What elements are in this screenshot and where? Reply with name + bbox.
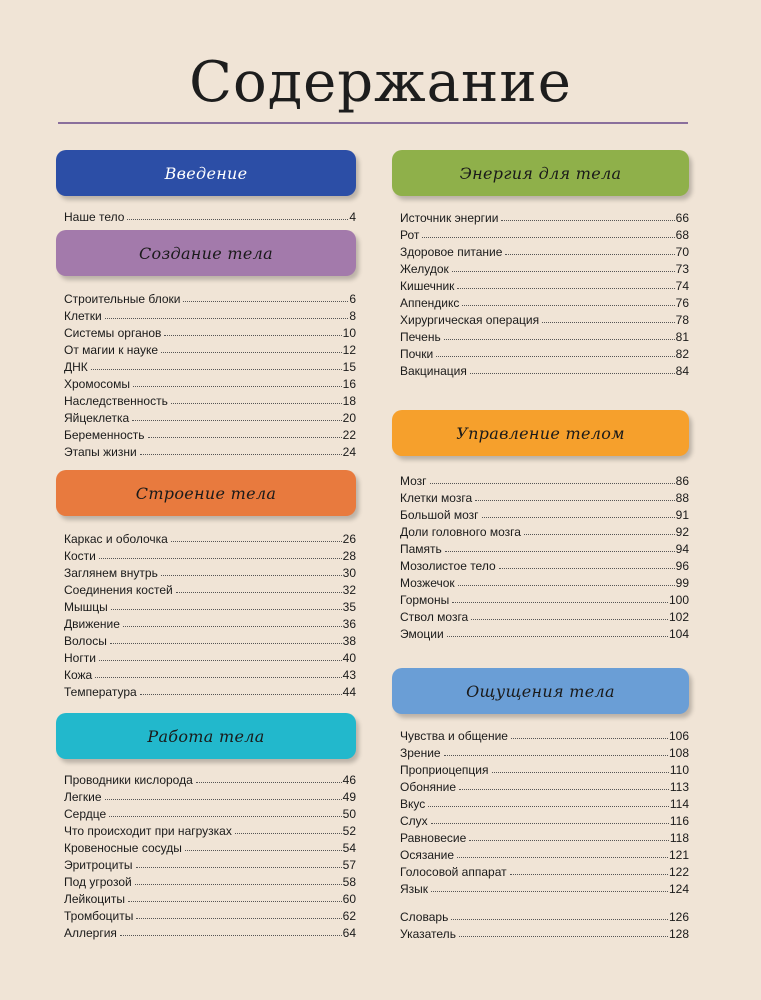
page-number: 82 — [675, 347, 689, 361]
entry-title: Кровеносные сосуды — [64, 841, 182, 855]
page-number: 58 — [342, 875, 356, 889]
page-number: 49 — [342, 790, 356, 804]
entry-title: Большой мозг — [400, 508, 479, 522]
dot-leader — [451, 919, 668, 920]
toc-entry[interactable] — [64, 357, 356, 374]
dot-leader — [171, 403, 342, 404]
toc-list — [392, 208, 689, 378]
page-number: 81 — [675, 330, 689, 344]
dot-leader — [445, 551, 675, 552]
page-number: 28 — [342, 549, 356, 563]
entry-title: Сердце — [64, 807, 107, 821]
page-number: 30 — [342, 566, 356, 580]
section-banner[interactable]: Введение — [56, 150, 356, 196]
entry-title: Хромосомы — [64, 377, 130, 391]
toc-entry[interactable] — [400, 828, 689, 845]
toc-entry[interactable] — [400, 811, 689, 828]
toc-entry[interactable] — [400, 344, 689, 361]
toc-list — [56, 529, 356, 699]
page-number: 116 — [669, 814, 689, 828]
entry-title: Эмоции — [400, 627, 444, 641]
toc-entry[interactable] — [400, 760, 689, 777]
dot-leader — [99, 660, 342, 661]
toc-entry[interactable] — [64, 906, 356, 923]
entry-title: Наше тело — [64, 210, 125, 224]
page-number: 114 — [669, 797, 689, 811]
page-number: 118 — [669, 831, 689, 845]
toc-entry[interactable] — [64, 340, 356, 357]
page-number: 64 — [342, 926, 356, 940]
entry-title: Указатель — [400, 927, 456, 941]
toc-section — [56, 230, 356, 276]
toc-entry[interactable] — [400, 225, 689, 242]
toc-entry[interactable] — [64, 821, 356, 838]
page-number: 84 — [675, 364, 689, 378]
toc-entry[interactable] — [400, 590, 689, 607]
page-number: 91 — [675, 508, 689, 522]
dot-leader — [430, 483, 675, 484]
toc-entry[interactable] — [64, 682, 356, 699]
page-number: 76 — [675, 296, 689, 310]
dot-leader — [140, 454, 342, 455]
toc-section — [56, 470, 356, 516]
page-number: 43 — [342, 668, 356, 682]
dot-leader — [444, 755, 668, 756]
entry-title: Мозг — [400, 474, 427, 488]
toc-list — [56, 770, 356, 940]
entry-title: Движение — [64, 617, 120, 631]
entry-title: Мышцы — [64, 600, 108, 614]
dot-leader — [99, 558, 342, 559]
page-number: 99 — [675, 576, 689, 590]
toc-entry[interactable] — [400, 794, 689, 811]
entry-title: Здоровое питание — [400, 245, 503, 259]
entry-title: Вакцинация — [400, 364, 467, 378]
page-number: 38 — [342, 634, 356, 648]
entry-title: Под угрозой — [64, 875, 132, 889]
page-number: 62 — [342, 909, 356, 923]
dot-leader — [111, 609, 342, 610]
toc-entry[interactable] — [400, 879, 689, 896]
entry-title: Тромбоциты — [64, 909, 134, 923]
toc-entry[interactable] — [64, 529, 356, 546]
dot-leader — [428, 806, 669, 807]
page-number: 100 — [668, 593, 689, 607]
entry-title: Желудок — [400, 262, 449, 276]
dot-leader — [431, 823, 669, 824]
entry-title: От магии к науке — [64, 343, 159, 357]
toc-entry[interactable] — [64, 580, 356, 597]
dot-leader — [436, 356, 674, 357]
page-number: 6 — [349, 292, 356, 306]
toc-section — [392, 410, 689, 456]
page-number: 74 — [675, 279, 689, 293]
dot-leader — [140, 694, 342, 695]
page-number: 110 — [669, 763, 689, 777]
section-banner[interactable]: Ощущения тела — [392, 668, 689, 714]
toc-list — [392, 726, 689, 941]
toc-entry[interactable] — [64, 838, 356, 855]
entry-title: Рот — [400, 228, 420, 242]
dot-leader — [459, 936, 668, 937]
toc-entry[interactable] — [400, 539, 689, 556]
page-number: 57 — [342, 858, 356, 872]
page-number: 36 — [342, 617, 356, 631]
dot-leader — [505, 254, 674, 255]
page-number: 22 — [342, 428, 356, 442]
dot-leader — [524, 534, 675, 535]
entry-title: Соединения костей — [64, 583, 173, 597]
toc-section — [56, 713, 356, 759]
toc-entry[interactable] — [64, 770, 356, 787]
page-number: 60 — [342, 892, 356, 906]
page-number: 108 — [668, 746, 689, 760]
section-banner[interactable]: Управление телом — [392, 410, 689, 456]
entry-title: Хирургическая операция — [400, 313, 540, 327]
dot-leader — [123, 626, 342, 627]
toc-entry[interactable] — [64, 855, 356, 872]
dot-leader — [136, 918, 341, 919]
toc-entry[interactable] — [64, 597, 356, 614]
toc-entry[interactable] — [400, 556, 689, 573]
entry-title: Яйцеклетка — [64, 411, 130, 425]
entry-title: Язык — [400, 882, 429, 896]
toc-entry[interactable] — [400, 208, 689, 225]
dot-leader — [499, 568, 675, 569]
entry-title: Гормоны — [400, 593, 450, 607]
toc-entry[interactable] — [64, 306, 356, 323]
section-banner[interactable]: Создание тела — [56, 230, 356, 276]
entry-title: Кости — [64, 549, 96, 563]
dot-leader — [235, 833, 342, 834]
dot-leader — [128, 901, 342, 902]
toc-entry[interactable] — [400, 845, 689, 862]
toc-entry[interactable] — [400, 743, 689, 760]
page-number: 113 — [669, 780, 689, 794]
toc-entry[interactable] — [400, 777, 689, 794]
dot-leader — [447, 636, 668, 637]
entry-title: Аллергия — [64, 926, 117, 940]
entry-title: Голосовой аппарат — [400, 865, 507, 879]
entry-title: Ствол мозга — [400, 610, 469, 624]
dot-leader — [105, 799, 342, 800]
page-number: 86 — [675, 474, 689, 488]
page-number: 88 — [675, 491, 689, 505]
toc-entry[interactable] — [64, 804, 356, 821]
dot-leader — [511, 738, 668, 739]
page-number: 124 — [668, 882, 689, 896]
dot-leader — [110, 643, 342, 644]
page-number: 10 — [342, 326, 356, 340]
dot-leader — [452, 271, 675, 272]
dot-leader — [422, 237, 674, 238]
toc-entry[interactable] — [64, 872, 356, 889]
toc-entry[interactable] — [64, 665, 356, 682]
page-number: 94 — [675, 542, 689, 556]
page-number: 20 — [342, 411, 356, 425]
entry-title: Доли головного мозга — [400, 525, 521, 539]
dot-leader — [469, 840, 669, 841]
dot-leader — [492, 772, 669, 773]
entry-title: Мозолистое тело — [400, 559, 496, 573]
entry-title: Беременность — [64, 428, 145, 442]
toc-entry[interactable] — [400, 607, 689, 624]
dot-leader — [196, 782, 342, 783]
entry-title: Вкус — [400, 797, 426, 811]
entry-title: ДНК — [64, 360, 88, 374]
entry-title: Осязание — [400, 848, 455, 862]
page-number: 16 — [342, 377, 356, 391]
dot-leader — [457, 857, 668, 858]
entry-title: Наследственность — [64, 394, 168, 408]
page-title: Содержание — [189, 50, 572, 115]
toc-entry[interactable] — [64, 614, 356, 631]
toc-entry[interactable] — [64, 425, 356, 442]
dot-leader — [176, 592, 342, 593]
entry-title: Источник энергии — [400, 211, 499, 225]
toc-entry[interactable] — [64, 563, 356, 580]
dot-leader — [127, 219, 348, 220]
dot-leader — [161, 352, 342, 353]
entry-title: Печень — [400, 330, 441, 344]
dot-leader — [164, 335, 341, 336]
dot-leader — [135, 884, 342, 885]
toc-entry[interactable] — [400, 522, 689, 539]
entry-title: Кишечник — [400, 279, 455, 293]
dot-leader — [105, 318, 349, 319]
page-number: 44 — [342, 685, 356, 699]
dot-leader — [136, 867, 342, 868]
dot-leader — [482, 517, 675, 518]
page-number: 70 — [675, 245, 689, 259]
page-number: 54 — [342, 841, 356, 855]
entry-title: Зрение — [400, 746, 441, 760]
toc-entry[interactable] — [400, 505, 689, 522]
toc-entry[interactable] — [64, 391, 356, 408]
title-divider — [58, 122, 688, 124]
dot-leader — [132, 420, 342, 421]
dot-leader — [431, 891, 668, 892]
toc-section — [392, 150, 689, 196]
dot-leader — [171, 541, 342, 542]
dot-leader — [161, 575, 342, 576]
page-number: 8 — [349, 309, 356, 323]
page-number: 92 — [675, 525, 689, 539]
toc-entry[interactable] — [64, 207, 356, 224]
page-number: 68 — [675, 228, 689, 242]
page-number: 122 — [668, 865, 689, 879]
toc-section — [56, 150, 356, 196]
dot-leader — [185, 850, 342, 851]
toc-entry[interactable] — [400, 624, 689, 641]
page-number: 12 — [342, 343, 356, 357]
entry-title: Заглянем внутрь — [64, 566, 158, 580]
entry-title: Температура — [64, 685, 137, 699]
entry-title: Проводники кислорода — [64, 773, 193, 787]
entry-title: Словарь — [400, 910, 449, 924]
entry-title: Этапы жизни — [64, 445, 137, 459]
toc-entry[interactable] — [400, 242, 689, 259]
toc-entry[interactable] — [400, 924, 689, 941]
page-number: 32 — [342, 583, 356, 597]
toc-entry[interactable] — [400, 327, 689, 344]
page-number: 50 — [342, 807, 356, 821]
page-number: 78 — [675, 313, 689, 327]
dot-leader — [459, 789, 669, 790]
page-number: 66 — [675, 211, 689, 225]
entry-title: Чувства и общение — [400, 729, 508, 743]
entry-title: Слух — [400, 814, 428, 828]
entry-title: Лейкоциты — [64, 892, 126, 906]
toc-entry[interactable] — [400, 907, 689, 924]
toc-entry[interactable] — [400, 293, 689, 310]
toc-entry[interactable] — [64, 648, 356, 665]
dot-leader — [510, 874, 668, 875]
toc-list — [392, 471, 689, 641]
entry-title: Что происходит при нагрузках — [64, 824, 232, 838]
entry-title: Системы органов — [64, 326, 162, 340]
page-number: 106 — [668, 729, 689, 743]
toc-entry[interactable] — [64, 374, 356, 391]
dot-leader — [457, 288, 674, 289]
section-banner[interactable]: Энергия для тела — [392, 150, 689, 196]
page-number: 126 — [668, 910, 689, 924]
entry-title: Кожа — [64, 668, 93, 682]
entry-title: Каркас и оболочка — [64, 532, 168, 546]
page-number: 46 — [342, 773, 356, 787]
dot-leader — [120, 935, 342, 936]
page-number: 35 — [342, 600, 356, 614]
page-number: 18 — [342, 394, 356, 408]
dot-leader — [470, 373, 675, 374]
toc-entry[interactable] — [400, 573, 689, 590]
page-number: 104 — [668, 627, 689, 641]
toc-section — [392, 668, 689, 714]
dot-leader — [444, 339, 675, 340]
toc-entry[interactable] — [64, 408, 356, 425]
section-banner[interactable]: Работа тела — [56, 713, 356, 759]
toc-entry[interactable] — [64, 546, 356, 563]
entry-title: Равновесие — [400, 831, 467, 845]
page-number: 73 — [675, 262, 689, 276]
page-number: 52 — [342, 824, 356, 838]
toc-entry[interactable] — [400, 361, 689, 378]
entry-title: Клетки — [64, 309, 102, 323]
toc-entry[interactable] — [64, 323, 356, 340]
toc-entry[interactable] — [400, 276, 689, 293]
page-number: 96 — [675, 559, 689, 573]
toc-entry[interactable] — [400, 862, 689, 879]
toc-entry[interactable] — [400, 488, 689, 505]
page-number: 4 — [349, 210, 356, 224]
entry-title: Аппендикс — [400, 296, 460, 310]
entry-title: Легкие — [64, 790, 102, 804]
dot-leader — [542, 322, 675, 323]
dot-leader — [95, 677, 341, 678]
page-number: 102 — [668, 610, 689, 624]
page-number: 40 — [342, 651, 356, 665]
entry-title: Мозжечок — [400, 576, 455, 590]
dot-leader — [458, 585, 675, 586]
page-number: 26 — [342, 532, 356, 546]
entry-title: Ногти — [64, 651, 96, 665]
toc-entry[interactable] — [64, 442, 356, 459]
toc-list — [56, 289, 356, 459]
page-number: 121 — [668, 848, 689, 862]
toc-entry[interactable] — [400, 471, 689, 488]
dot-leader — [462, 305, 674, 306]
entry-title: Волосы — [64, 634, 107, 648]
dot-leader — [148, 437, 342, 438]
entry-title: Память — [400, 542, 442, 556]
entry-title: Строительные блоки — [64, 292, 181, 306]
toc-entry[interactable] — [64, 289, 356, 306]
entry-title: Эритроциты — [64, 858, 133, 872]
toc-list — [56, 207, 356, 224]
page-number: 24 — [342, 445, 356, 459]
dot-leader — [91, 369, 342, 370]
toc-entry[interactable] — [64, 923, 356, 940]
toc-entry[interactable] — [64, 889, 356, 906]
toc-entry[interactable] — [400, 726, 689, 743]
dot-leader — [109, 816, 341, 817]
list-spacer — [400, 896, 689, 907]
section-banner[interactable]: Строение тела — [56, 470, 356, 516]
page-number: 128 — [668, 927, 689, 941]
entry-title: Проприоцепция — [400, 763, 489, 777]
dot-leader — [471, 619, 668, 620]
dot-leader — [452, 602, 668, 603]
dot-leader — [183, 301, 348, 302]
entry-title: Обоняние — [400, 780, 457, 794]
page-number: 15 — [342, 360, 356, 374]
dot-leader — [475, 500, 675, 501]
entry-title: Почки — [400, 347, 434, 361]
toc-entry[interactable] — [64, 631, 356, 648]
toc-entry[interactable] — [400, 310, 689, 327]
dot-leader — [133, 386, 342, 387]
entry-title: Клетки мозга — [400, 491, 473, 505]
dot-leader — [501, 220, 674, 221]
toc-entry[interactable] — [400, 259, 689, 276]
toc-entry[interactable] — [64, 787, 356, 804]
